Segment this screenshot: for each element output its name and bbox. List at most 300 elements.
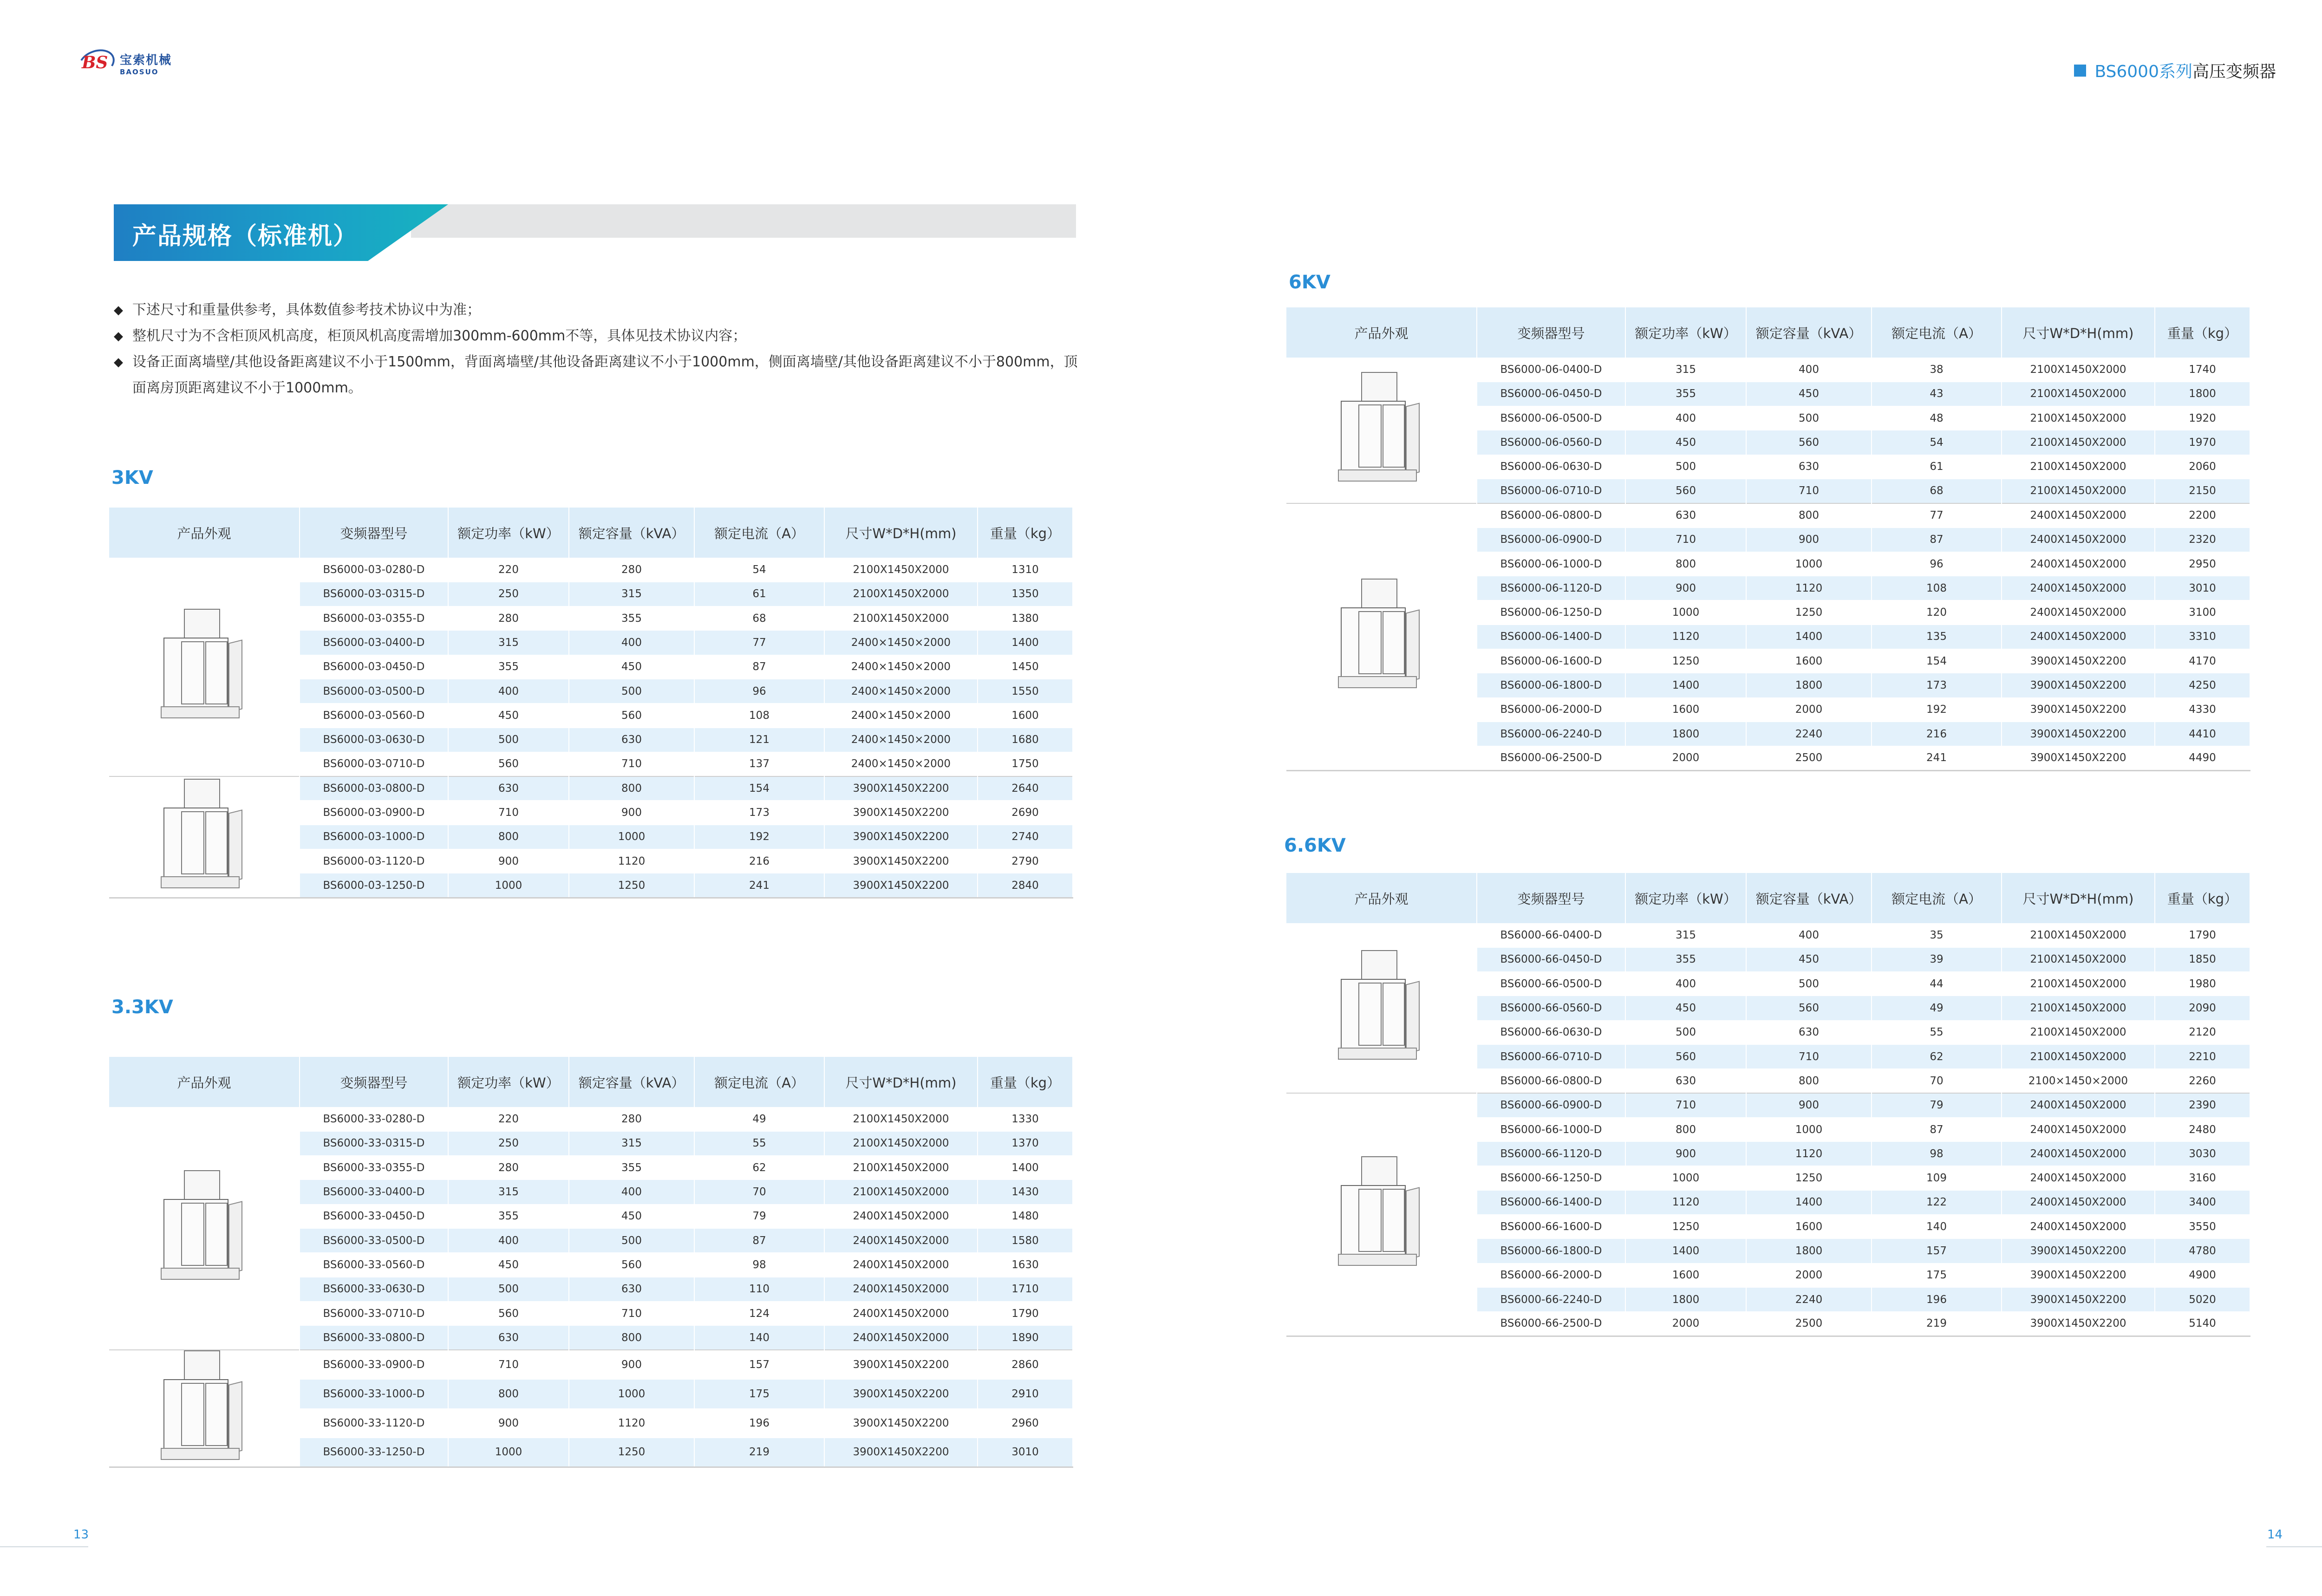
table-cell: 38 [1872, 358, 2002, 382]
table-cell: BS6000-03-0900-D [300, 801, 448, 825]
table-cell: 2860 [978, 1350, 1073, 1379]
table-cell: BS6000-06-1400-D [1477, 625, 1625, 649]
table-cell: 1800 [2155, 382, 2250, 406]
table-cell: 2100×1450×2000 [2002, 1069, 2155, 1093]
table-cell: 4330 [2155, 697, 2250, 722]
table-cell: 250 [448, 1131, 569, 1155]
table-cell: 2400×1450×2000 [824, 752, 978, 776]
table-cell: 2200 [2155, 503, 2250, 528]
table-cell: 450 [1746, 947, 1872, 971]
cabinet-image [1286, 923, 1477, 1093]
column-header: 额定容量（kVA） [1746, 873, 1872, 923]
table-cell: 196 [1872, 1287, 2002, 1311]
table-cell: 500 [1625, 455, 1746, 479]
table-cell: 2120 [2155, 1020, 2250, 1044]
table-cell: BS6000-03-0800-D [300, 776, 448, 801]
table-cell: 137 [694, 752, 824, 776]
table-cell: BS6000-66-1400-D [1477, 1190, 1625, 1214]
table-cell: 315 [569, 1131, 694, 1155]
table-cell: 1000 [448, 1438, 569, 1467]
table-cell: 173 [694, 801, 824, 825]
table-row [109, 776, 1073, 801]
table-cell: 400 [1746, 923, 1872, 947]
column-header: 变频器型号 [1477, 873, 1625, 923]
table-row [1286, 1093, 2250, 1117]
table-cell: BS6000-06-1120-D [1477, 576, 1625, 600]
table-cell: BS6000-03-0710-D [300, 752, 448, 776]
table-cell: 2100X1450X2000 [824, 558, 978, 582]
table-cell: 800 [1625, 1117, 1746, 1141]
table-cell: 4900 [2155, 1263, 2250, 1287]
table-cell: BS6000-33-0355-D [300, 1156, 448, 1180]
spec-table-6-6kv [1286, 873, 2250, 1337]
table-cell: 108 [1872, 576, 2002, 600]
cabinet-image [109, 1107, 300, 1350]
table-cell: 1790 [2155, 923, 2250, 947]
table-cell: BS6000-66-0400-D [1477, 923, 1625, 947]
table-cell: 3900X1450X2200 [2002, 697, 2155, 722]
table-cell: 96 [694, 679, 824, 703]
table-cell: 250 [448, 582, 569, 606]
table-cell: 450 [448, 1253, 569, 1277]
table-cell: BS6000-06-0630-D [1477, 455, 1625, 479]
table-cell: 135 [1872, 625, 2002, 649]
table-cell: 2000 [1625, 746, 1746, 770]
table-cell: BS6000-66-0560-D [1477, 996, 1625, 1020]
table-cell: 3900X1450X2200 [824, 1438, 978, 1467]
table-row [1286, 503, 2250, 528]
note-item: ◆ 下述尺寸和重量供参考，具体数值参考技术协议中为准； [114, 297, 1089, 323]
table-cell: BS6000-03-0315-D [300, 582, 448, 606]
table-row [109, 558, 1073, 582]
column-header: 尺寸W*D*H(mm) [824, 508, 978, 558]
table-cell: 1250 [1746, 600, 1872, 625]
table-cell: 500 [448, 728, 569, 752]
table-cell: 192 [694, 825, 824, 849]
table-cell: 2150 [2155, 479, 2250, 503]
table-cell: 2100X1450X2000 [2002, 406, 2155, 430]
table-cell: 62 [1872, 1044, 2002, 1068]
table-cell: 800 [448, 1379, 569, 1408]
table-cell: 1580 [978, 1228, 1073, 1252]
table-cell: 220 [448, 1107, 569, 1131]
table-cell: 1970 [2155, 430, 2250, 455]
table-cell: 61 [1872, 455, 2002, 479]
table-cell: 1120 [1746, 576, 1872, 600]
column-header: 变频器型号 [300, 508, 448, 558]
table-cell: 3550 [2155, 1215, 2250, 1239]
cabinet-icon [158, 779, 251, 895]
table-cell: 900 [1625, 1142, 1746, 1166]
table-cell: 219 [694, 1438, 824, 1467]
table-cell: 61 [694, 582, 824, 606]
table-cell: 400 [1625, 972, 1746, 996]
table-cell: 2100X1450X2000 [824, 1180, 978, 1204]
table-cell: BS6000-33-0500-D [300, 1228, 448, 1252]
table-cell: 450 [1746, 382, 1872, 406]
table-cell: 2790 [978, 849, 1073, 873]
table-cell: 68 [1872, 479, 2002, 503]
table-cell: 1000 [569, 1379, 694, 1408]
title-3kv: 3KV [111, 467, 153, 489]
table-cell: 175 [694, 1379, 824, 1408]
table-cell: 800 [1746, 1069, 1872, 1093]
table-cell: 900 [448, 849, 569, 873]
table-cell: 2100X1450X2000 [2002, 996, 2155, 1020]
table-cell: 79 [1872, 1093, 2002, 1117]
cabinet-icon [1335, 579, 1428, 695]
table-cell: 710 [1625, 528, 1746, 552]
table-cell: 2740 [978, 825, 1073, 849]
table-cell: 1980 [2155, 972, 2250, 996]
table-cell: 450 [569, 655, 694, 679]
table-cell: BS6000-03-0450-D [300, 655, 448, 679]
table-cell: 400 [448, 679, 569, 703]
table-cell: 4780 [2155, 1239, 2250, 1263]
table-cell: BS6000-33-0800-D [300, 1326, 448, 1350]
table-cell: 710 [569, 1301, 694, 1325]
table-cell: 560 [569, 704, 694, 728]
square-bullet-icon [2074, 65, 2086, 77]
column-header: 变频器型号 [300, 1057, 448, 1107]
table-cell: 900 [569, 801, 694, 825]
table-row [1286, 923, 2250, 947]
column-header: 重量（kg） [2155, 307, 2250, 358]
column-header: 额定电流（A） [1872, 873, 2002, 923]
table-cell: 1120 [569, 849, 694, 873]
table-cell: BS6000-66-1000-D [1477, 1117, 1625, 1141]
table-cell: 500 [569, 1228, 694, 1252]
column-header: 产品外观 [1286, 873, 1477, 923]
column-header: 额定容量（kVA） [1746, 307, 1872, 358]
table-cell: 2400X1450X2000 [2002, 1117, 2155, 1141]
table-cell: 400 [448, 1228, 569, 1252]
section-banner [114, 204, 1076, 261]
table-cell: 3900X1450X2200 [2002, 1239, 2155, 1263]
table-cell: 630 [1625, 1069, 1746, 1093]
table-cell: 110 [694, 1277, 824, 1301]
table-cell: 1350 [978, 582, 1073, 606]
logo-mark-icon [78, 50, 115, 76]
table-cell: BS6000-66-1250-D [1477, 1166, 1625, 1190]
table-cell: 355 [448, 1204, 569, 1228]
table-cell: 280 [448, 606, 569, 631]
table-cell: 1250 [569, 873, 694, 898]
table-cell: 500 [569, 679, 694, 703]
table-cell: 560 [1625, 1044, 1746, 1068]
table-cell: 157 [694, 1350, 824, 1379]
table-cell: 800 [569, 1326, 694, 1350]
table-cell: BS6000-06-0560-D [1477, 430, 1625, 455]
table-cell: BS6000-06-0500-D [1477, 406, 1625, 430]
table-cell: 77 [694, 631, 824, 655]
table-cell: 1000 [1625, 1166, 1746, 1190]
table-cell: 2500 [1746, 746, 1872, 770]
cabinet-image [1286, 358, 1477, 503]
table-cell: 1120 [1746, 1142, 1872, 1166]
table-cell: 2400×1450×2000 [824, 679, 978, 703]
table-cell: 3400 [2155, 1190, 2250, 1214]
table-cell: 1400 [1625, 673, 1746, 697]
table-cell: 1890 [978, 1326, 1073, 1350]
table-cell: 560 [1746, 430, 1872, 455]
column-header: 额定功率（kW） [1625, 307, 1746, 358]
table-cell: 79 [694, 1204, 824, 1228]
table-cell: 2000 [1746, 1263, 1872, 1287]
table-cell: 4490 [2155, 746, 2250, 770]
table-cell: 710 [448, 801, 569, 825]
table-cell: 1710 [978, 1277, 1073, 1301]
column-header: 额定功率（kW） [448, 508, 569, 558]
table-cell: 241 [694, 873, 824, 898]
table-cell: 800 [448, 825, 569, 849]
cabinet-image [109, 776, 300, 898]
table-cell: 400 [569, 1180, 694, 1204]
table-cell: 630 [569, 1277, 694, 1301]
table-cell: 121 [694, 728, 824, 752]
table-cell: 55 [694, 1131, 824, 1155]
table-cell: 560 [448, 752, 569, 776]
table-cell: 1310 [978, 558, 1073, 582]
table-cell: 1600 [978, 704, 1073, 728]
table-row [109, 1107, 1073, 1131]
table-cell: 1920 [2155, 406, 2250, 430]
table-cell: BS6000-66-1800-D [1477, 1239, 1625, 1263]
column-header: 额定容量（kVA） [569, 1057, 694, 1107]
table-cell: 2910 [978, 1379, 1073, 1408]
table-cell: 2400X1450X2000 [2002, 503, 2155, 528]
table-cell: 140 [1872, 1215, 2002, 1239]
table-cell: 355 [1625, 947, 1746, 971]
table-cell: 630 [448, 1326, 569, 1350]
table-cell: 157 [1872, 1239, 2002, 1263]
table-cell: 4170 [2155, 649, 2250, 673]
table-cell: 450 [569, 1204, 694, 1228]
column-header: 产品外观 [109, 508, 300, 558]
table-cell: 1120 [569, 1408, 694, 1438]
page-number-right: 14 [2267, 1528, 2283, 1542]
table-cell: 1800 [1625, 1287, 1746, 1311]
table-cell: 2400X1450X2000 [824, 1301, 978, 1325]
table-cell: 2100X1450X2000 [2002, 358, 2155, 382]
table-cell: 1800 [1746, 1239, 1872, 1263]
table-cell: 355 [448, 655, 569, 679]
table-cell: BS6000-06-0450-D [1477, 382, 1625, 406]
table-cell: 77 [1872, 503, 2002, 528]
table-cell: BS6000-66-0800-D [1477, 1069, 1625, 1093]
table-cell: 3010 [978, 1438, 1073, 1467]
table-cell: 4250 [2155, 673, 2250, 697]
table-cell: 560 [1746, 996, 1872, 1020]
table-cell: 87 [694, 1228, 824, 1252]
table-cell: 2000 [1625, 1312, 1746, 1336]
table-cell: 48 [1872, 406, 2002, 430]
column-header: 额定电流（A） [1872, 307, 2002, 358]
table-cell: 2690 [978, 801, 1073, 825]
column-header: 额定容量（kVA） [569, 508, 694, 558]
table-cell: 2400X1450X2000 [824, 1326, 978, 1350]
table-cell: BS6000-03-0560-D [300, 704, 448, 728]
table-cell: 2640 [978, 776, 1073, 801]
table-cell: 2400X1450X2000 [2002, 1093, 2155, 1117]
table-cell: BS6000-66-1600-D [1477, 1215, 1625, 1239]
table-cell: 2240 [1746, 722, 1872, 746]
table-cell: 800 [569, 776, 694, 801]
note-item: ◆ 整机尺寸为不含柜顶风机高度，柜顶风机高度需增加300mm-600mm不等，具体见技术协议内容； [114, 323, 1089, 349]
table-cell: BS6000-06-0710-D [1477, 479, 1625, 503]
table-cell: BS6000-03-0355-D [300, 606, 448, 631]
table-cell: 450 [448, 704, 569, 728]
table-cell: 2400×1450×2000 [824, 631, 978, 655]
table-cell: BS6000-66-2000-D [1477, 1263, 1625, 1287]
table-cell: 630 [1746, 1020, 1872, 1044]
table-cell: 1600 [1746, 649, 1872, 673]
table-cell: 560 [569, 1253, 694, 1277]
table-cell: 98 [1872, 1142, 2002, 1166]
table-cell: 400 [1746, 358, 1872, 382]
table-cell: 2260 [2155, 1069, 2250, 1093]
table-cell: 196 [694, 1408, 824, 1438]
table-cell: BS6000-33-0450-D [300, 1204, 448, 1228]
column-header: 额定电流（A） [694, 508, 824, 558]
logo-chinese-name: 宝索机械 [120, 53, 172, 67]
table-cell: 216 [694, 849, 824, 873]
table-cell: BS6000-33-1000-D [300, 1379, 448, 1408]
table-cell: 710 [1746, 479, 1872, 503]
table-cell: 43 [1872, 382, 2002, 406]
table-cell: 900 [1625, 576, 1746, 600]
table-cell: 1250 [1746, 1166, 1872, 1190]
table-cell: 2400X1450X2000 [2002, 552, 2155, 576]
table-cell: BS6000-33-1120-D [300, 1408, 448, 1438]
table-cell: 1250 [1625, 649, 1746, 673]
table-cell: 173 [1872, 673, 2002, 697]
table-cell: BS6000-66-0450-D [1477, 947, 1625, 971]
table-cell: BS6000-06-1000-D [1477, 552, 1625, 576]
table-cell: 3900X1450X2200 [2002, 722, 2155, 746]
cabinet-image [1286, 1093, 1477, 1336]
table-cell: 175 [1872, 1263, 2002, 1287]
table-cell: 1380 [978, 606, 1073, 631]
table-cell: BS6000-66-2500-D [1477, 1312, 1625, 1336]
table-cell: 1000 [1746, 552, 1872, 576]
table-cell: 315 [448, 631, 569, 655]
table-cell: 1000 [569, 825, 694, 849]
table-cell: BS6000-66-0900-D [1477, 1093, 1625, 1117]
table-cell: 3900X1450X2200 [2002, 1263, 2155, 1287]
table-cell: 44 [1872, 972, 2002, 996]
table-cell: BS6000-06-0800-D [1477, 503, 1625, 528]
table-cell: 68 [694, 606, 824, 631]
table-cell: 450 [1625, 996, 1746, 1020]
table-cell: 1400 [978, 1156, 1073, 1180]
table-cell: 500 [1625, 1020, 1746, 1044]
table-cell: 400 [1625, 406, 1746, 430]
table-cell: BS6000-33-0315-D [300, 1131, 448, 1155]
table-cell: BS6000-06-2240-D [1477, 722, 1625, 746]
table-cell: 3900X1450X2200 [2002, 1312, 2155, 1336]
table-cell: 1000 [1625, 600, 1746, 625]
table-cell: 3900X1450X2200 [824, 1379, 978, 1408]
table-cell: BS6000-33-1250-D [300, 1438, 448, 1467]
table-cell: 2400×1450×2000 [824, 704, 978, 728]
table-cell: 315 [569, 582, 694, 606]
table-cell: 124 [694, 1301, 824, 1325]
table-cell: 1800 [1625, 722, 1746, 746]
table-cell: 1480 [978, 1204, 1073, 1228]
title-3-3kv: 3.3KV [111, 997, 173, 1018]
table-cell: 4410 [2155, 722, 2250, 746]
table-cell: 49 [694, 1107, 824, 1131]
table-cell: 2100X1450X2000 [2002, 479, 2155, 503]
table-cell: 2400X1450X2000 [824, 1253, 978, 1277]
table-cell: 96 [1872, 552, 2002, 576]
table-cell: 1400 [978, 631, 1073, 655]
table-cell: BS6000-66-0710-D [1477, 1044, 1625, 1068]
table-cell: 2400X1450X2000 [2002, 528, 2155, 552]
table-cell: BS6000-06-2500-D [1477, 746, 1625, 770]
title-6-6kv: 6.6KV [1284, 835, 1346, 856]
table-cell: 710 [448, 1350, 569, 1379]
table-cell: 3900X1450X2200 [2002, 673, 2155, 697]
table-cell: BS6000-03-1120-D [300, 849, 448, 873]
table-cell: 1000 [448, 873, 569, 898]
table-cell: 280 [569, 1107, 694, 1131]
table-cell: 108 [694, 704, 824, 728]
table-cell: 241 [1872, 746, 2002, 770]
table-cell: BS6000-06-1250-D [1477, 600, 1625, 625]
table-cell: BS6000-33-0280-D [300, 1107, 448, 1131]
table-cell: 2400X1450X2000 [824, 1228, 978, 1252]
table-cell: 900 [1746, 1093, 1872, 1117]
series-product: 高压变频器 [2192, 62, 2276, 81]
cabinet-image [1286, 503, 1477, 770]
table-cell: 2390 [2155, 1093, 2250, 1117]
table-cell: BS6000-03-0630-D [300, 728, 448, 752]
table-cell: 3900X1450X2200 [824, 1350, 978, 1379]
table-cell: 98 [694, 1253, 824, 1277]
table-cell: BS6000-33-0630-D [300, 1277, 448, 1301]
table-cell: 2100X1450X2000 [2002, 947, 2155, 971]
table-cell: 1600 [1625, 1263, 1746, 1287]
table-cell: 39 [1872, 947, 2002, 971]
table-cell: BS6000-33-0900-D [300, 1350, 448, 1379]
column-header: 产品外观 [1286, 307, 1477, 358]
table-cell: 87 [1872, 528, 2002, 552]
table-cell: 2950 [2155, 552, 2250, 576]
table-cell: 800 [1625, 552, 1746, 576]
table-cell: 2100X1450X2000 [824, 582, 978, 606]
notes-list [114, 297, 1089, 401]
cabinet-icon [1335, 372, 1428, 488]
table-cell: 2100X1450X2000 [824, 1156, 978, 1180]
table-cell: 2100X1450X2000 [2002, 1044, 2155, 1068]
table-cell: 3100 [2155, 600, 2250, 625]
table-cell: BS6000-03-0400-D [300, 631, 448, 655]
table-cell: BS6000-03-1250-D [300, 873, 448, 898]
table-cell: 3900X1450X2200 [824, 825, 978, 849]
table-cell: 2100X1450X2000 [2002, 382, 2155, 406]
table-cell: 2400X1450X2000 [2002, 576, 2155, 600]
table-cell: BS6000-06-0900-D [1477, 528, 1625, 552]
table-cell: BS6000-66-0500-D [1477, 972, 1625, 996]
table-cell: 3010 [2155, 576, 2250, 600]
table-cell: 3900X1450X2200 [824, 1408, 978, 1438]
table-cell: 1370 [978, 1131, 1073, 1155]
table-cell: 500 [1746, 406, 1872, 430]
table-cell: 2400X1450X2000 [824, 1204, 978, 1228]
table-cell: 400 [569, 631, 694, 655]
